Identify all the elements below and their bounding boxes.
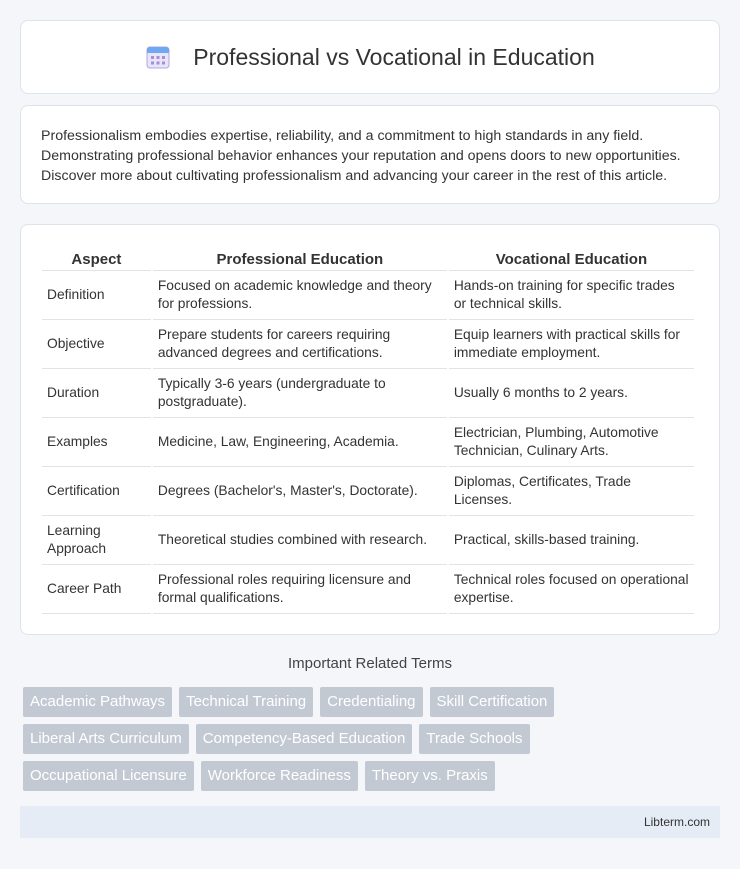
footer <box>20 806 720 838</box>
table-row <box>42 418 694 467</box>
comparison-table <box>40 245 696 614</box>
vocational-cell: Equip learners with practical skills for immediate employment. <box>449 320 694 369</box>
header-aspect: Aspect <box>42 245 151 271</box>
professional-cell: Typically 3-6 years (undergraduate to postgraduate). <box>153 369 447 418</box>
professional-cell: Focused on academic knowledge and theory for professions. <box>153 271 447 320</box>
vocational-cell: Practical, skills-based training. <box>449 516 694 565</box>
table-row <box>42 320 694 369</box>
term-tag[interactable]: Liberal Arts Curriculum <box>23 724 189 754</box>
intro-card <box>20 105 720 204</box>
tag-row <box>23 724 723 754</box>
professional-cell: Prepare students for careers requiring advanced degrees and certifications. <box>153 320 447 369</box>
table-row <box>42 565 694 614</box>
professional-cell: Medicine, Law, Engineering, Academia. <box>153 418 447 467</box>
page-title: Professional vs Vocational in Education <box>193 43 595 70</box>
related-terms-tags <box>23 687 723 798</box>
aspect-cell: Examples <box>42 418 151 467</box>
aspect-cell: Duration <box>42 369 151 418</box>
footer-site-link[interactable]: Libterm.com <box>643 815 710 829</box>
related-terms-title: Important Related Terms <box>288 655 452 672</box>
term-tag[interactable]: Technical Training <box>179 687 313 717</box>
vocational-cell: Hands-on training for specific trades or technical skills. <box>449 271 694 320</box>
tag-row <box>23 687 723 717</box>
vocational-cell: Electrician, Plumbing, Automotive Technician, Culinary Arts. <box>449 418 694 467</box>
aspect-cell: Objective <box>42 320 151 369</box>
professional-cell: Professional roles requiring licensure and formal qualifications. <box>153 565 447 614</box>
term-tag[interactable]: Occupational Licensure <box>23 761 194 791</box>
term-tag[interactable]: Trade Schools <box>419 724 529 754</box>
comparison-table-card <box>20 224 720 635</box>
table-header-row <box>42 245 694 271</box>
header-professional: Professional Education <box>153 245 447 271</box>
tag-row <box>23 761 723 791</box>
aspect-cell: Career Path <box>42 565 151 614</box>
term-tag[interactable]: Competency-Based Education <box>196 724 413 754</box>
aspect-cell: Definition <box>42 271 151 320</box>
table-row <box>42 516 694 565</box>
term-tag[interactable]: Theory vs. Praxis <box>365 761 495 791</box>
vocational-cell: Usually 6 months to 2 years. <box>449 369 694 418</box>
professional-cell: Theoretical studies combined with research. <box>153 516 447 565</box>
table-row <box>42 467 694 516</box>
term-tag[interactable]: Skill Certification <box>430 687 555 717</box>
title-card <box>20 20 720 94</box>
aspect-cell: Learning Approach <box>42 516 151 565</box>
term-tag[interactable]: Academic Pathways <box>23 687 172 717</box>
professional-cell: Degrees (Bachelor's, Master's, Doctorate). <box>153 467 447 516</box>
term-tag[interactable]: Credentialing <box>320 687 422 717</box>
table-row <box>42 271 694 320</box>
header-vocational: Vocational Education <box>449 245 694 271</box>
aspect-cell: Certification <box>42 467 151 516</box>
calendar-icon <box>145 44 171 70</box>
vocational-cell: Diplomas, Certificates, Trade Licenses. <box>449 467 694 516</box>
term-tag[interactable]: Workforce Readiness <box>201 761 358 791</box>
intro-text: Professionalism embodies expertise, reliability, and a commitment to high standards in any field. Demonstrating professional behavior enhances your reputation and opens doors to new opportunities. Discover more about cultivating professionalism and advancing your career in the rest of this article. <box>41 128 681 184</box>
vocational-cell: Technical roles focused on operational expertise. <box>449 565 694 614</box>
table-row <box>42 369 694 418</box>
